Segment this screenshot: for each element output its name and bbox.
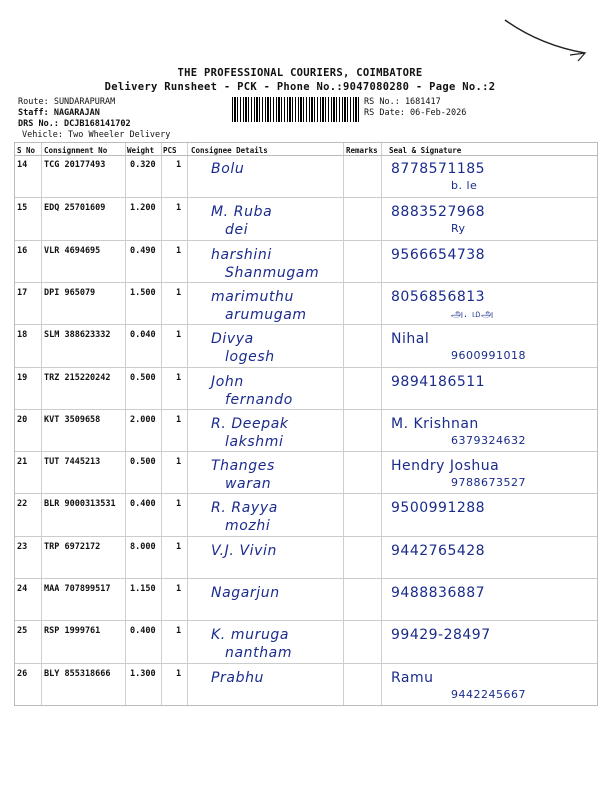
weight-cell: 8.000: [130, 541, 156, 552]
pcs-cell: 1: [176, 626, 182, 637]
signature-text: 9566654738: [391, 246, 486, 263]
sno-cell: 26: [17, 668, 28, 679]
sno-cell: 23: [17, 541, 28, 552]
pcs-cell: 1: [176, 541, 182, 552]
table-row: [15, 536, 597, 579]
consignee-name-line2: nantham: [225, 645, 293, 662]
signature-text: 8056856813: [391, 288, 486, 305]
table-row: [15, 620, 597, 663]
signature-text-2: அ. மஅ: [451, 306, 494, 320]
signature-text: 9894186511: [391, 373, 486, 390]
signature-text: 8883527968: [391, 204, 486, 221]
consignment-cell: SLM 388623332: [44, 330, 111, 341]
consignee-name: R. Deepak: [211, 415, 289, 432]
pcs-cell: 1: [176, 372, 182, 383]
signature-text: M. Krishnan: [391, 415, 479, 432]
consignee-name-line2: lakshmi: [225, 433, 284, 450]
signature-text-2: b. le: [451, 179, 478, 192]
sno-cell: 20: [17, 414, 28, 425]
pcs-cell: 1: [176, 499, 182, 510]
consignment-cell: EDQ 25701609: [44, 203, 106, 214]
consignment-cell: MAA 707899517: [44, 584, 111, 594]
consignee-name: Thanges: [211, 458, 275, 475]
signature-text: Nihal: [391, 331, 430, 348]
pcs-cell: 1: [176, 160, 182, 170]
signature-text-2: 9442245667: [451, 687, 526, 701]
consignment-cell: VLR 4694695: [44, 245, 101, 256]
rs-number: RS No.: 1681417: [364, 97, 441, 107]
pcs-cell: 1: [176, 287, 182, 298]
pcs-cell: 1: [176, 203, 182, 214]
weight-cell: 1.300: [130, 668, 156, 679]
col-weight: Weight: [127, 146, 155, 155]
col-details: Consignee Details: [191, 146, 268, 155]
consignee-name: Divya: [211, 331, 254, 348]
sno-cell: 25: [17, 626, 28, 637]
signature-text-2: Ry: [451, 222, 466, 236]
weight-cell: 0.400: [130, 626, 156, 637]
consignment-cell: TRZ 215220242: [44, 372, 111, 383]
consignee-name: K. muruga: [211, 627, 290, 644]
consignment-cell: BLR 9000313531: [44, 499, 116, 510]
table-row: [15, 578, 597, 621]
weight-cell: 0.500: [130, 457, 156, 468]
signature-text: 9500991288: [391, 500, 486, 517]
col-seal: Seal & Signature: [389, 146, 462, 155]
consignee-name-line2: logesh: [225, 349, 275, 366]
consignee-name: John: [211, 373, 244, 390]
table-row: [15, 451, 597, 494]
consignee-name-line2: arumugam: [225, 306, 307, 323]
sno-cell: 24: [17, 584, 28, 594]
pcs-cell: 1: [176, 330, 182, 341]
table-row: [15, 367, 597, 410]
sno-cell: 15: [17, 203, 28, 214]
sno-cell: 14: [17, 160, 28, 170]
runsheet-table: [14, 142, 598, 706]
table-row: [15, 155, 597, 197]
drs-number: DRS No.: DCJB168141702: [18, 119, 131, 129]
consignee-name: V.J. Vivin: [211, 542, 277, 559]
consignment-cell: DPI 965079: [44, 287, 96, 298]
consignee-name: M. Ruba: [211, 204, 273, 221]
rs-date: RS Date: 06-Feb-2026: [364, 108, 467, 118]
consignee-name: Nagarjun: [211, 585, 280, 601]
sno-cell: 22: [17, 499, 28, 510]
consignment-cell: TCG 20177493: [44, 160, 106, 170]
runsheet-subtitle: Delivery Runsheet - PCK - Phone No.:9047080280 - Page No.:2: [104, 81, 496, 93]
weight-cell: 0.500: [130, 372, 156, 383]
signature-text: 9488836887: [391, 585, 486, 601]
consignee-name: harshini: [211, 246, 272, 263]
route-label: Route: SUNDARAPURAM: [18, 97, 116, 107]
signature-text: Ramu: [391, 669, 434, 686]
consignment-cell: TUT 7445213: [44, 457, 101, 468]
corner-scribble: [500, 15, 590, 65]
consignee-name-line2: dei: [225, 222, 249, 239]
consignee-name-line2: Shanmugam: [225, 264, 320, 281]
staff-label: Staff: NAGARAJAN: [18, 108, 100, 118]
consignee-name-line2: fernando: [225, 391, 293, 408]
consignee-name: Prabhu: [211, 669, 265, 686]
consignment-cell: KVT 3509658: [44, 414, 101, 425]
table-row: [15, 409, 597, 452]
pcs-cell: 1: [176, 414, 182, 425]
consignee-name-line2: mozhi: [225, 518, 271, 535]
vehicle-label: Vehicle: Two Wheeler Delivery: [22, 130, 171, 140]
weight-cell: 1.200: [130, 203, 156, 214]
consignment-cell: RSP 1999761: [44, 626, 101, 637]
signature-text: 99429-28497: [391, 627, 491, 644]
col-remarks: Remarks: [346, 146, 378, 155]
signature-text-2: 9788673527: [451, 476, 526, 490]
table-row: [15, 493, 597, 536]
sno-cell: 16: [17, 245, 28, 256]
signature-text-2: 9600991018: [451, 349, 526, 363]
weight-cell: 1.150: [130, 584, 156, 594]
consignee-name-line2: waran: [225, 476, 272, 493]
weight-cell: 2.000: [130, 414, 156, 425]
pcs-cell: 1: [176, 584, 182, 594]
consignee-name: Bolu: [211, 161, 245, 177]
sno-cell: 19: [17, 372, 28, 383]
table-row: [15, 324, 597, 367]
pcs-cell: 1: [176, 457, 182, 468]
sno-cell: 18: [17, 330, 28, 341]
sno-cell: 17: [17, 287, 28, 298]
weight-cell: 0.040: [130, 330, 156, 341]
consignment-cell: TRP 6972172: [44, 541, 101, 552]
weight-cell: 0.320: [130, 160, 156, 170]
col-sno: S No: [17, 146, 36, 155]
table-row: [15, 197, 597, 240]
weight-cell: 0.400: [130, 499, 156, 510]
table-row: [15, 240, 597, 283]
pcs-cell: 1: [176, 245, 182, 256]
consignee-name: marimuthu: [211, 288, 295, 305]
signature-text: Hendry Joshua: [391, 458, 500, 475]
col-consignment: Consignment No: [44, 146, 108, 155]
signature-text: 9442765428: [391, 542, 486, 559]
barcode: [232, 97, 360, 122]
signature-text: 8778571185: [391, 161, 486, 177]
weight-cell: 1.500: [130, 287, 156, 298]
company-title: THE PROFESSIONAL COURIERS, COIMBATORE: [177, 67, 423, 79]
col-pcs: PCS: [163, 146, 177, 155]
consignee-name: R. Rayya: [211, 500, 278, 517]
table-row: [15, 663, 597, 706]
consignment-cell: BLY 855318666: [44, 668, 111, 679]
sno-cell: 21: [17, 457, 28, 468]
table-row: [15, 282, 597, 325]
weight-cell: 0.490: [130, 245, 156, 256]
pcs-cell: 1: [176, 668, 182, 679]
signature-text-2: 6379324632: [451, 433, 526, 447]
